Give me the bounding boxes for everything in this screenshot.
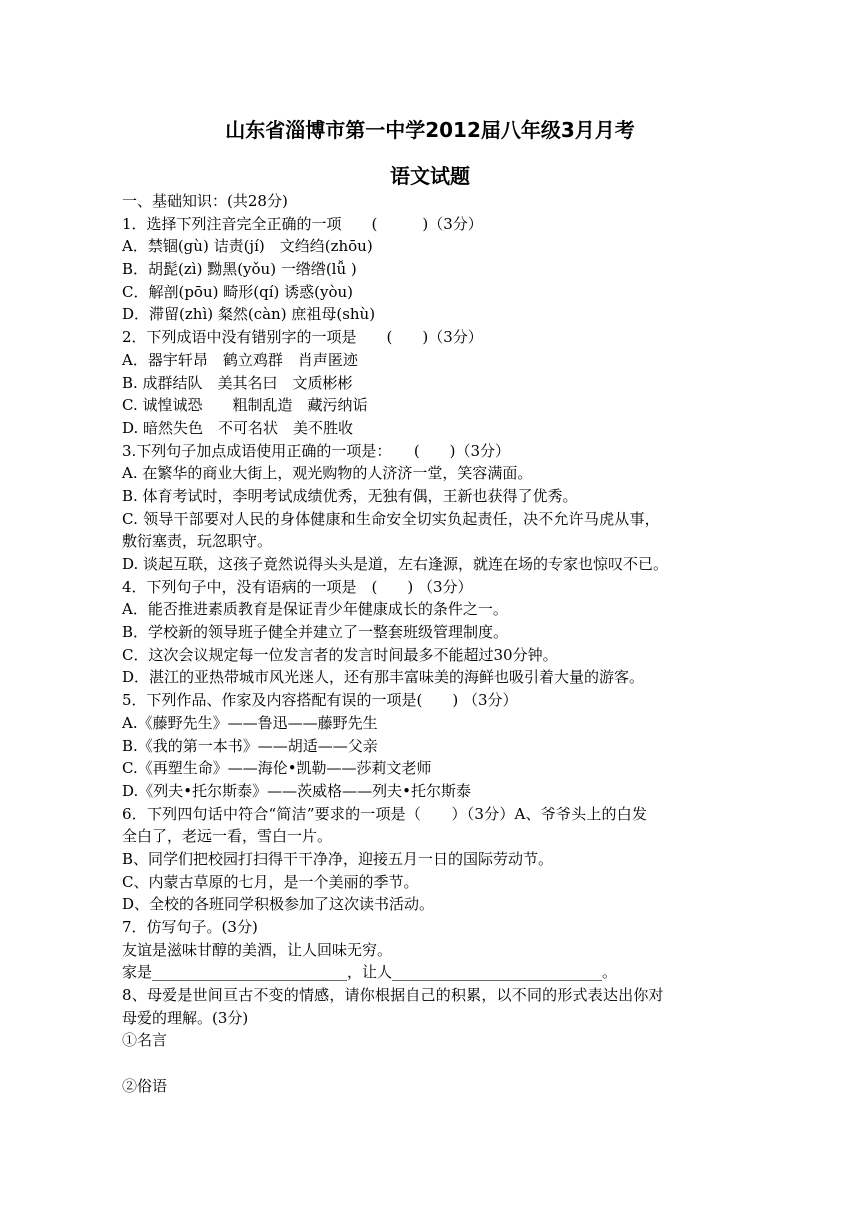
question-1: 1．选择下列注音完全正确的一项 ( )（3分） bbox=[122, 214, 483, 233]
q6-option-a-continued: 全白了，老远一看，雪白一片。 bbox=[122, 827, 333, 846]
q5-option-d: D.《列夫•托尔斯泰》——茨威格——列夫•托尔斯泰 bbox=[122, 781, 471, 800]
q7-answer-blank: 家是__________________________，让人____________________________。 bbox=[122, 963, 618, 982]
q1-option-b: B．胡髭(zì) 黝黑(yǒu) 一绺绺(lǚ ) bbox=[122, 260, 357, 279]
question-6: 6．下列四句话中符合“简洁”要求的一项是（ ）（3分）A、爷爷头上的白发 bbox=[122, 804, 648, 823]
question-8: 8、母爱是世间亘古不变的情感，请你根据自己的积累，以不同的形式表达出你对 bbox=[122, 986, 664, 1005]
question-5: 5．下列作品、作家及内容搭配有误的一项是( ) （3分） bbox=[122, 691, 518, 710]
q1-option-c: C．解剖(pōu) 畸形(qí) 诱惑(yòu) bbox=[122, 282, 353, 301]
q5-option-c: C.《再塑生命》——海伦•凯勒——莎莉文老师 bbox=[122, 759, 432, 778]
question-7: 7．仿写句子。(3分) bbox=[122, 918, 258, 936]
q6-option-b: B、同学们把校园打扫得干干净净，迎接五月一日的国际劳动节。 bbox=[122, 849, 554, 868]
section-heading: 一、基础知识：(共28分) bbox=[122, 192, 288, 210]
q4-option-d: D．湛江的亚热带城市风光迷人，还有那丰富味美的海鲜也吸引着大量的游客。 bbox=[122, 668, 645, 687]
exam-body bbox=[122, 190, 742, 1098]
exam-title: 山东省淄博市第一中学2012届八年级3月月考 bbox=[225, 118, 635, 142]
q4-option-a: A．能否推进素质教育是保证青少年健康成长的条件之一。 bbox=[122, 600, 508, 619]
q1-option-d: D．滞留(zhì) 粲然(càn) 庶祖母(shù) bbox=[122, 305, 376, 324]
q8-item-proverb: ②俗语 bbox=[122, 1076, 168, 1095]
exam-subtitle: 语文试题 bbox=[390, 164, 470, 188]
q3-option-c-continued: 敷衍塞责，玩忽职守。 bbox=[122, 532, 273, 551]
q3-option-c: C. 领导干部要对人民的身体健康和生命安全切实负起责任，决不允许马虎从事， bbox=[122, 509, 660, 528]
q3-option-a: A. 在繁华的商业大街上，观光购物的人济济一堂，笑容满面。 bbox=[122, 464, 533, 483]
q4-option-c: C．这次会议规定每一位发言者的发言时间最多不能超过30分钟。 bbox=[122, 645, 558, 664]
q2-option-a: A．器宇轩昂 鹤立鸡群 肖声匿迹 bbox=[122, 350, 358, 369]
question-2: 2．下列成语中没有错别字的一项是 ( )（3分） bbox=[122, 328, 483, 347]
q1-option-a: A．禁锢(gù) 诘责(jí) 文绉绉(zhōu) bbox=[122, 237, 373, 256]
q3-option-b: B. 体育考试时，李明考试成绩优秀，无独有偶，王新也获得了优秀。 bbox=[122, 486, 578, 505]
q5-option-a: A.《藤野先生》——鲁迅——藤野先生 bbox=[122, 713, 378, 732]
q2-option-c: C. 诚惶诚恐 粗制乱造 藏污纳诟 bbox=[122, 396, 368, 415]
question-8-continued: 母爱的理解。(3分) bbox=[122, 1008, 249, 1027]
q2-option-d: D. 暗然失色 不可名状 美不胜收 bbox=[122, 418, 354, 437]
q2-option-b: B. 成群结队 美其名曰 文质彬彬 bbox=[122, 373, 353, 392]
q7-example: 友谊是滋味甘醇的美酒，让人回味无穷。 bbox=[122, 940, 393, 959]
q3-option-d: D. 谈起互联，这孩子竟然说得头头是道，左右逢源，就连在场的专家也惊叹不已。 bbox=[122, 555, 669, 573]
q4-option-b: B．学校新的领导班子健全并建立了一整套班级管理制度。 bbox=[122, 623, 509, 642]
q6-option-d: D、全校的各班同学积极参加了这次读书活动。 bbox=[122, 895, 435, 914]
question-4: 4．下列句子中，没有语病的一项是 ( ) （3分） bbox=[122, 577, 473, 596]
q8-item-quote: ①名言 bbox=[122, 1031, 168, 1050]
question-3: 3.下列句子加点成语使用正确的一项是： ( )（3分） bbox=[122, 441, 511, 460]
q8-answer-space bbox=[122, 1052, 742, 1075]
q5-option-b: B.《我的第一本书》——胡适——父亲 bbox=[122, 736, 378, 755]
q6-option-c: C、内蒙古草原的七月，是一个美丽的季节。 bbox=[122, 872, 419, 891]
